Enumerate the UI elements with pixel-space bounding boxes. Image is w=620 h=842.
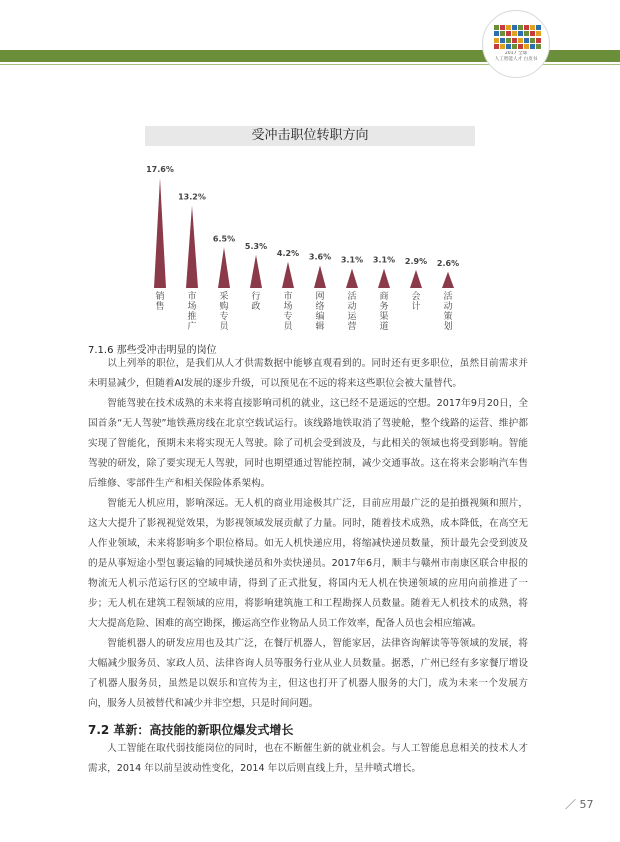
section-716-body <box>88 354 528 714</box>
page-number: ／ 57 <box>565 798 594 811</box>
chart-value-label: 4.2% <box>276 248 300 258</box>
chart-value-label: 2.6% <box>436 258 460 268</box>
section-716-heading: 7.1.6 那些受冲击明显的岗位 <box>88 345 217 356</box>
chart-category-label: 采购专员 <box>219 292 229 332</box>
chart-bar <box>218 247 230 288</box>
section-72-body <box>88 739 528 779</box>
chart-category-label: 商务渠道 <box>379 292 389 332</box>
chart-value-label: 5.3% <box>244 241 268 251</box>
chart-bar <box>250 255 262 288</box>
paragraph: 智能无人机应用，影响深远。无人机的商业用途极其广泛，目前应用最广泛的是拍摄视频和照片，这大大提升了影视视觉效果，为影视领域发展贡献了力量。同时，随着技术成熟，成本降低，在高空无人作业领域，未来将影响多个职位格局。如无人机快递应用，将缩减快递员数量，预计最先会受到波及的是从事短途小型包裹运输的同城快递员和外卖快递员。2017年6月，顺丰与赣州市南康区联合申报的物流无人机示范运行区的空域申请，得到了正式批复，将国内无人机在快递领域的应用向前推进了一步；无人机在建筑工程领域的应用，将影响建筑施工和工程勘探人员数量。随着无人机技术的成熟，将大大提高危险、困难的高空勘探，搬运高空作业物品人员工作效率，配备人员也会相应缩减。 <box>88 498 528 629</box>
chart-value-label: 2.9% <box>404 256 428 266</box>
chart-category-label: 活动策划 <box>443 292 453 332</box>
chart-value-label: 17.6% <box>146 165 174 174</box>
paragraph: 人工智能在取代弱技能岗位的同时，也在不断催生新的就业机会。与人工智能息息相关的技术人才需求，2014 年以前呈波动性变化，2014 年以后则直线上升，呈井喷式增长。 <box>88 743 528 774</box>
chart-bar <box>154 178 166 288</box>
chart-value-label: 3.1% <box>372 255 396 265</box>
chart-bar <box>186 206 198 289</box>
chart-category-label: 活动运营 <box>347 292 357 332</box>
chart-bar <box>346 269 358 288</box>
chart-bar <box>442 272 454 288</box>
paragraph: 智能机器人的研发应用也及其广泛，在餐厅机器人，智能家居，法律咨询解读等等领域的发展，将大幅减少服务员、家政人员、法律咨询人员等服务行业从业人员数量。据悉，广州已经有多家餐厅增设了机器人服务员，虽然是以娱乐和宣传为主，但这也打开了机器人服务的大门，成为未来一个发展方向，服务人员被替代和减少并非空想，只是时间问题。 <box>88 638 528 709</box>
paragraph: 以上列举的职位，是我们从人才供需数据中能够直观看到的。同时还有更多职位，虽然目前需求并未明显减少，但随着AI发展的逐步升级，可以预见在不远的将来这些职位会被大量替代。 <box>88 358 528 389</box>
chart-bar <box>378 269 390 288</box>
chart-bar <box>410 270 422 288</box>
emblem-text: 2017 全球 人工智能人才 白皮书 <box>494 51 538 62</box>
chart-title: 受冲击职位转职方向 <box>145 126 475 146</box>
emblem-mosaic <box>494 25 538 49</box>
section-72-title: 7.2 革新：高技能的新职位爆发式增长 <box>88 723 294 737</box>
chart-value-label: 6.5% <box>212 234 236 244</box>
chart-category-label: 会计 <box>411 292 421 312</box>
chart-category-label: 市场专员 <box>283 292 293 332</box>
chart-bar <box>314 266 326 289</box>
paragraph: 智能驾驶在技术成熟的未来将直接影响司机的就业，这已经不是遥远的空想。2017年9月20日，全国首条“无人驾驶”地铁燕房线在北京空载试运行。该线路地铁取消了驾驶舱，整个线路的运营、维护都实现了智能化，预期未来将实现无人驾驶。除了司机会受到波及，与此相关的领域也将受到影响。智能驾驶的研发，除了要实现无人驾驶，同时也期望通过智能控制，减少交通事故。这在将来会影响汽车售后维修、零部件生产和相关保险体系架构。 <box>88 398 528 489</box>
chart-category-label: 市场推广 <box>187 292 197 332</box>
chart-category-label: 网络编辑 <box>315 292 325 332</box>
chart-bar <box>282 262 294 288</box>
chart-value-label: 13.2% <box>178 192 206 202</box>
report-emblem-logo <box>482 10 550 78</box>
chart-value-label: 3.6% <box>308 252 332 262</box>
chart-value-label: 3.1% <box>340 255 364 265</box>
chart-category-label: 行政 <box>251 292 261 312</box>
job-transfer-chart <box>140 150 480 340</box>
chart-category-label: 销售 <box>155 292 165 312</box>
